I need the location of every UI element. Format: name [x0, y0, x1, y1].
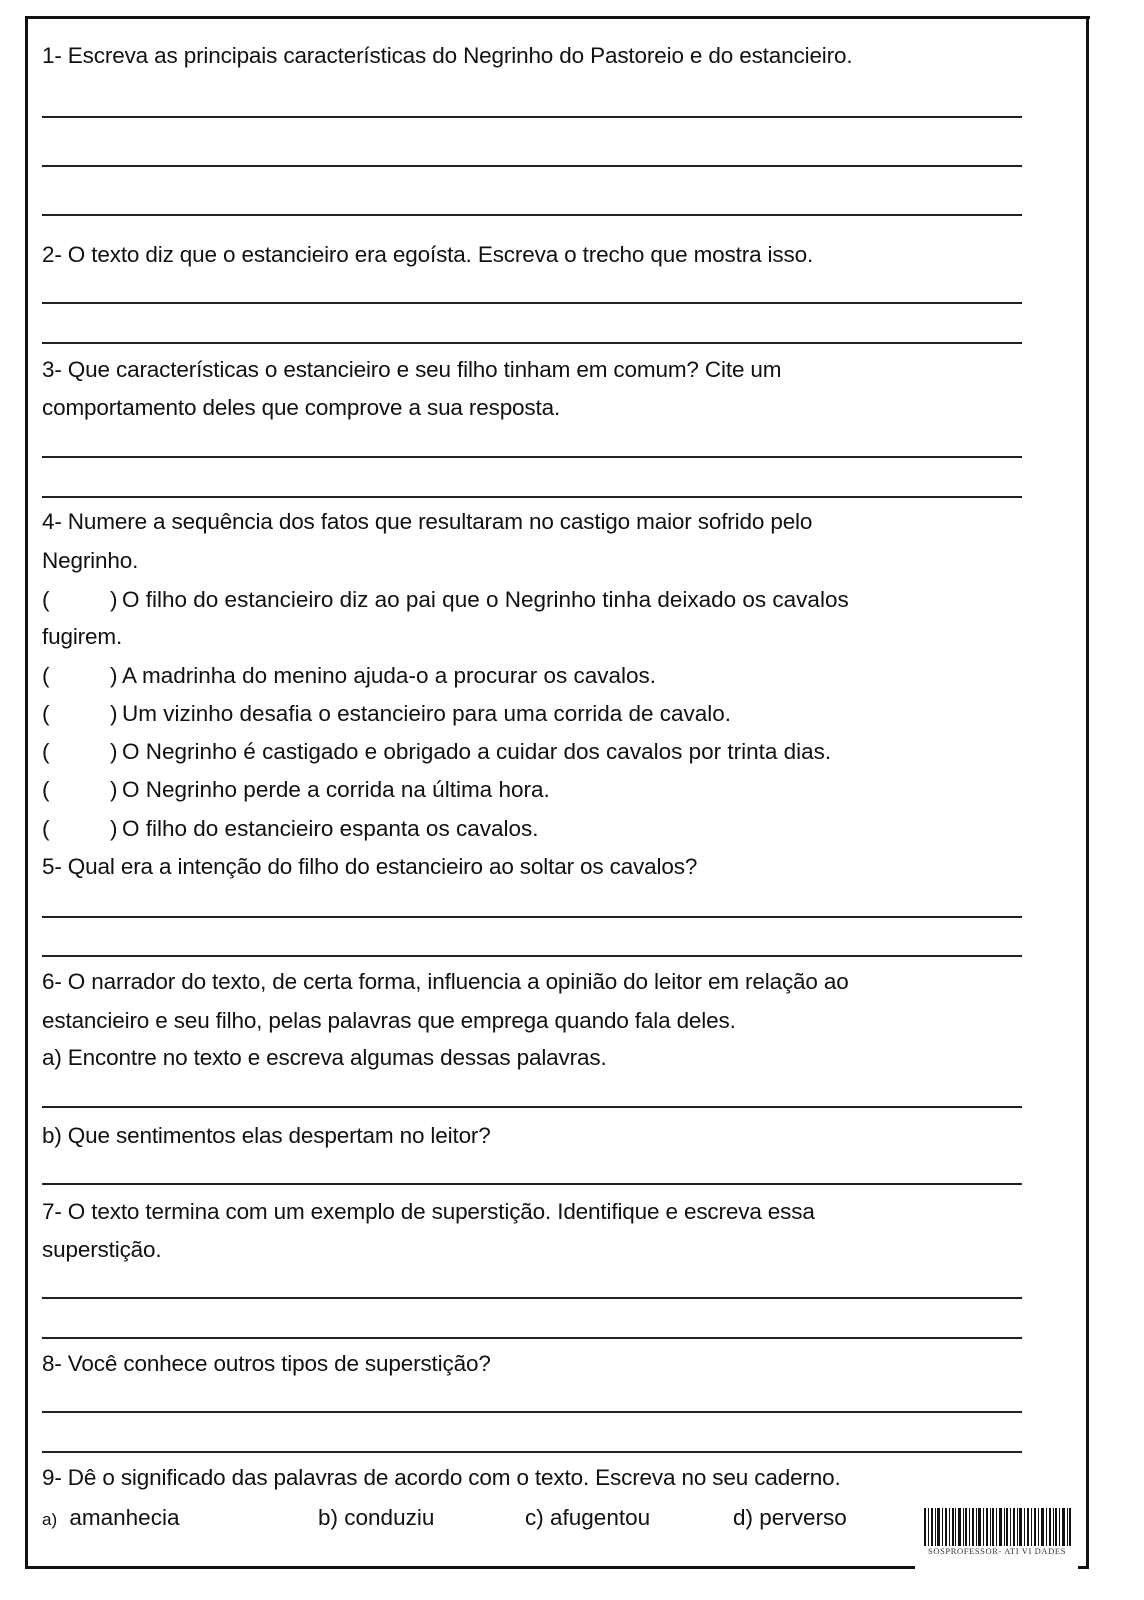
sequence-option-6: [42, 815, 1022, 843]
answer-line[interactable]: [42, 496, 1022, 498]
vocab-item-b: [318, 1504, 434, 1532]
answer-line[interactable]: [42, 1297, 1022, 1299]
answer-line[interactable]: [42, 116, 1022, 118]
question-3-text-line-2: comportamento deles que comprove a sua resposta.: [42, 395, 561, 420]
barcode-caption: SOSPROFESSOR- ATI VI DADES: [928, 1546, 1067, 1556]
number-blank-close: ): [110, 701, 118, 726]
option-text: O filho do estancieiro espanta os cavalos.: [122, 816, 539, 841]
question-5-text: 5- Qual era a intenção do filho do estancieiro ao soltar os cavalos?: [42, 854, 698, 879]
number-blank-close: ): [110, 777, 118, 802]
answer-line[interactable]: [42, 214, 1022, 216]
question-7-text-line-2: superstição.: [42, 1237, 162, 1262]
vocab-label: b): [318, 1505, 339, 1530]
answer-line[interactable]: [42, 456, 1022, 458]
question-6a-text: a) Encontre no texto e escreva algumas dessas palavras.: [42, 1045, 607, 1070]
number-blank-open[interactable]: (: [42, 701, 50, 726]
option-text: O Negrinho perde a corrida na última hora.: [122, 777, 550, 802]
number-blank-open[interactable]: (: [42, 777, 50, 802]
answer-line[interactable]: [42, 1337, 1022, 1339]
sequence-option-5: [42, 776, 1022, 804]
answer-line[interactable]: [42, 1411, 1022, 1413]
number-blank-open[interactable]: (: [42, 663, 50, 688]
page-border-bottom-corner: [1078, 1566, 1089, 1569]
answer-line[interactable]: [42, 1451, 1022, 1453]
answer-line[interactable]: [42, 1106, 1022, 1108]
question-4-text-line-2: Negrinho.: [42, 548, 139, 573]
answer-line[interactable]: [42, 165, 1022, 167]
answer-line[interactable]: [42, 1183, 1022, 1185]
vocab-item-a: [42, 1504, 179, 1534]
page-border-top: [26, 16, 1090, 19]
sequence-option-3: [42, 700, 1022, 728]
option-text: O filho do estancieiro diz ao pai que o Negrinho tinha deixado os cavalos: [122, 587, 849, 612]
page-border-bottom: [25, 1566, 915, 1569]
number-blank-close: ): [110, 663, 118, 688]
option-text: A madrinha do menino ajuda-o a procurar os cavalos.: [122, 663, 657, 688]
question-6-text-line-2: estancieiro e seu filho, pelas palavras que emprega quando fala deles.: [42, 1008, 736, 1033]
page-border-right: [1086, 16, 1089, 1569]
answer-line[interactable]: [42, 916, 1022, 918]
number-blank-close: ): [110, 587, 118, 612]
barcode-icon: [924, 1508, 1072, 1546]
question-9-text: 9- Dê o significado das palavras de acordo com o texto. Escreva no seu caderno.: [42, 1465, 841, 1490]
vocab-item-d: [733, 1504, 847, 1532]
option-text: Um vizinho desafia o estancieiro para uma corrida de cavalo.: [122, 701, 732, 726]
question-7-text-line-1: 7- O texto termina com um exemplo de superstição. Identifique e escreva essa: [42, 1199, 815, 1224]
question-1-text: 1- Escreva as principais características do Negrinho do Pastoreio e do estancieiro.: [42, 43, 853, 68]
vocab-word: amanhecia: [69, 1505, 180, 1530]
answer-line[interactable]: [42, 302, 1022, 304]
sequence-option-1: [42, 586, 1022, 614]
question-4-text-line-1: 4- Numere a sequência dos fatos que resultaram no castigo maior sofrido pelo: [42, 509, 813, 534]
vocab-label: c): [525, 1505, 544, 1530]
vocab-label: d): [733, 1505, 754, 1530]
option-1-continuation: fugirem.: [42, 624, 123, 649]
answer-line[interactable]: [42, 955, 1022, 957]
vocab-label: a): [42, 1510, 58, 1529]
number-blank-open[interactable]: (: [42, 739, 50, 764]
sequence-option-2: [42, 662, 1022, 690]
question-3-text-line-1: 3- Que características o estancieiro e seu filho tinham em comum? Cite um: [42, 357, 782, 382]
number-blank-open[interactable]: (: [42, 587, 50, 612]
option-text: O Negrinho é castigado e obrigado a cuidar dos cavalos por trinta dias.: [122, 739, 832, 764]
question-6b-text: b) Que sentimentos elas despertam no leitor?: [42, 1123, 491, 1148]
number-blank-open[interactable]: (: [42, 816, 50, 841]
vocab-word: conduziu: [344, 1505, 435, 1530]
question-8-text: 8- Você conhece outros tipos de superstição?: [42, 1351, 491, 1376]
vocab-item-c: [525, 1504, 650, 1532]
page-border-left: [25, 16, 28, 1569]
vocab-word: perverso: [759, 1505, 847, 1530]
question-6-text-line-1: 6- O narrador do texto, de certa forma, influencia a opinião do leitor em relação ao: [42, 969, 849, 994]
answer-line[interactable]: [42, 342, 1022, 344]
number-blank-close: ): [110, 739, 118, 764]
vocab-word: afugentou: [550, 1505, 651, 1530]
question-2-text: 2- O texto diz que o estancieiro era egoísta. Escreva o trecho que mostra isso.: [42, 242, 814, 267]
number-blank-close: ): [110, 816, 118, 841]
sequence-option-4: [42, 738, 1022, 766]
